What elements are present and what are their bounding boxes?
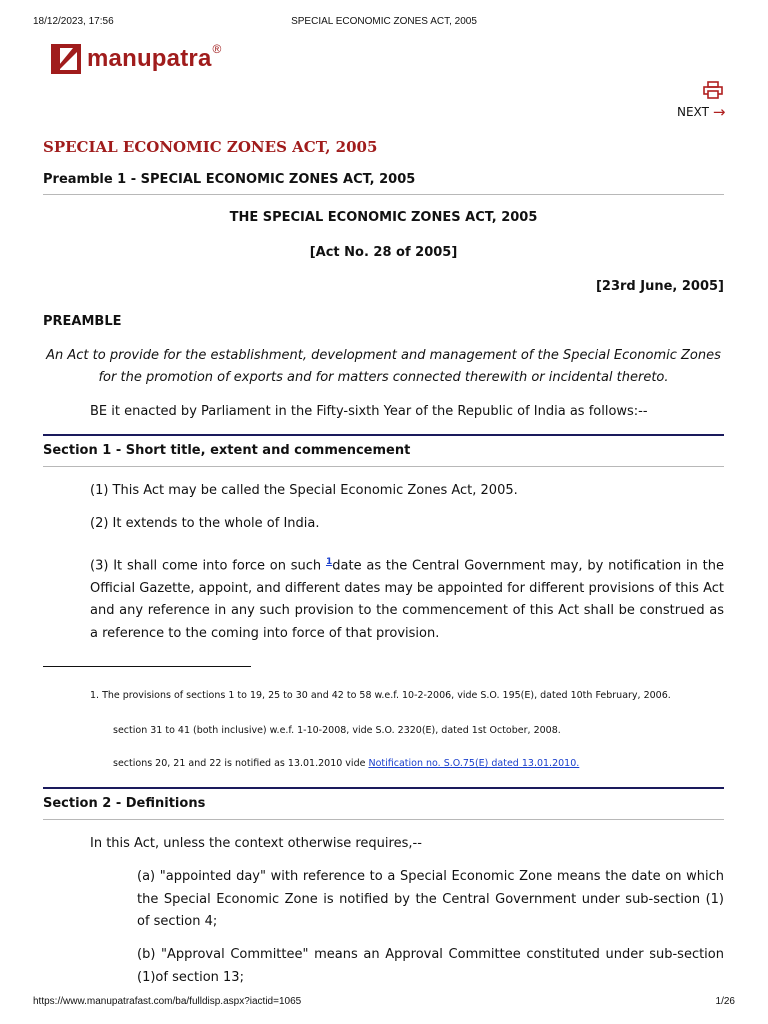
divider xyxy=(43,466,724,467)
notification-link[interactable]: Notification no. S.O.75(E) dated 13.01.2010. xyxy=(368,758,580,769)
definition-b: (b) "Approval Committee" means an Approval Committee constituted under sub-section (1)of section 13; xyxy=(137,947,724,985)
section-1-clause-1: (1) This Act may be called the Special Economic Zones Act, 2005. xyxy=(90,483,518,498)
footnote-1: 1. The provisions of sections 1 to 19, 25 to 30 and 42 to 58 w.e.f. 10-2-2006, vide S.O. 195(E), dated 10th February, 2006. xyxy=(90,690,671,701)
section-2-heading: Section 2 - Definitions xyxy=(43,796,206,811)
next-link[interactable] xyxy=(677,105,725,119)
registered-mark: ® xyxy=(212,42,222,56)
print-header-title: SPECIAL ECONOMIC ZONES ACT, 2005 xyxy=(291,16,477,27)
footnote-text: sections 20, 21 and 22 is notified as 13.01.2010 vide xyxy=(113,758,369,769)
footnote-1-notification xyxy=(113,758,579,769)
section-1-clause-3 xyxy=(90,551,724,645)
clause-3-text-end: date as the Central Government may, by notification in the Official Gazette, appoint, and different dates may be appointed for different provisions of this Act and any reference in any such provision to the commencement of this Act shall be construed as a reference to the coming into force of that provision. xyxy=(90,558,724,641)
act-date: [23rd June, 2005] xyxy=(595,279,724,294)
document-title: THE SPECIAL ECONOMIC ZONES ACT, 2005 xyxy=(229,210,538,225)
section-divider xyxy=(43,787,724,789)
manupatra-logo[interactable] xyxy=(51,44,221,74)
enactment-clause: BE it enacted by Parliament in the Fifty-sixth Year of the Republic of India as follows:-- xyxy=(90,404,648,419)
preamble-label: PREAMBLE xyxy=(43,314,122,329)
divider xyxy=(43,194,724,195)
print-footer-url: https://www.manupatrafast.com/ba/fulldisp.aspx?iactid=1065 xyxy=(33,996,302,1007)
clause-3-text-start: (3) It shall come into force on such xyxy=(90,558,326,574)
section-divider xyxy=(43,434,724,436)
print-datetime: 18/12/2023, 17:56 xyxy=(33,16,114,27)
preamble-text: An Act to provide for the establishment, development and management of the Special Economic Zones for the promotion of exports and for matters connected therewith or incidental thereto. xyxy=(46,348,721,385)
next-label: NEXT xyxy=(677,105,709,119)
section-1-clause-2: (2) It extends to the whole of India. xyxy=(90,516,320,531)
section-2-intro: In this Act, unless the context otherwise requires,-- xyxy=(90,836,422,851)
act-number: [Act No. 28 of 2005] xyxy=(309,245,458,260)
act-title: SPECIAL ECONOMIC ZONES ACT, 2005 xyxy=(43,138,378,156)
page-number: 1/26 xyxy=(715,996,735,1007)
footnote-separator xyxy=(43,666,251,667)
arrow-right-icon: → xyxy=(712,103,726,121)
definition-a: (a) "appointed day" with reference to a Special Economic Zone means the date on which the Special Economic Zone is notified by the Central Government under sub-section (1) of section 4; xyxy=(137,869,724,929)
footnote-reference-link[interactable]: 1 xyxy=(325,557,333,567)
divider xyxy=(43,819,724,820)
preamble-heading: Preamble 1 - SPECIAL ECONOMIC ZONES ACT, 2005 xyxy=(43,172,416,187)
logo-wordmark: manupatra xyxy=(87,45,212,72)
footnote-1-continuation: section 31 to 41 (both inclusive) w.e.f. 1-10-2008, vide S.O. 2320(E), dated 1st October, 2008. xyxy=(113,725,561,736)
manupatra-logo-icon xyxy=(51,44,81,74)
section-1-heading: Section 1 - Short title, extent and commencement xyxy=(43,443,411,458)
printer-icon[interactable] xyxy=(703,81,723,99)
